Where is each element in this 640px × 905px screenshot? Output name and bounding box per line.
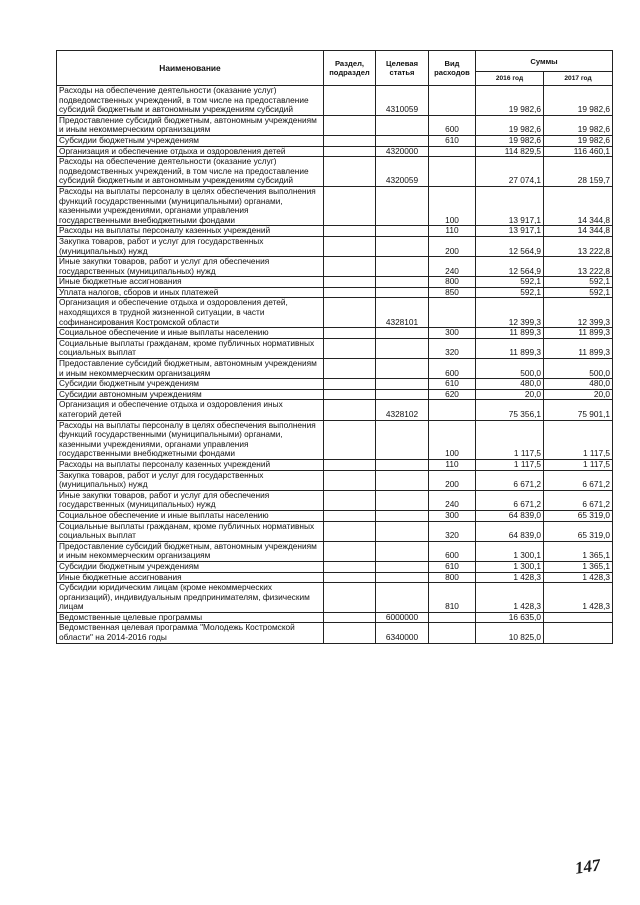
row-name-cell: Иные бюджетные ассигнования [57, 572, 324, 583]
row-kind-cell: 610 [429, 135, 476, 146]
row-target-cell [376, 572, 429, 583]
row-name-cell: Социальные выплаты гражданам, кроме публичных нормативных социальных выплат [57, 338, 324, 358]
row-target-cell [376, 470, 429, 490]
row-name-cell: Организация и обеспечение отдыха и оздоровления детей, находящихся в трудной жизненной ситуации, в части софинансирования Костромской области [57, 298, 324, 328]
row-2017-cell: 11 899,3 [544, 328, 613, 339]
row-target-cell [376, 277, 429, 288]
row-2016-cell: 19 982,6 [476, 86, 544, 116]
budget-table-sheet [56, 50, 612, 644]
row-name-cell: Уплата налогов, сборов и иных платежей [57, 287, 324, 298]
row-2016-cell: 1 428,3 [476, 572, 544, 583]
row-name-cell: Субсидии бюджетным учреждениям [57, 561, 324, 572]
row-name-cell: Ведомственные целевые программы [57, 612, 324, 623]
table-row [57, 115, 613, 135]
handwritten-page-number: 147 [573, 855, 602, 878]
row-2016-cell: 20,0 [476, 389, 544, 400]
row-2016-cell: 64 839,0 [476, 510, 544, 521]
row-section-cell [324, 338, 376, 358]
header-target: Целевая статья [376, 51, 429, 86]
row-2016-cell: 75 356,1 [476, 400, 544, 420]
row-kind-cell [429, 146, 476, 157]
row-section-cell [324, 510, 376, 521]
header-section: Раздел, подраздел [324, 51, 376, 86]
row-target-cell [376, 490, 429, 510]
table-row [57, 583, 613, 613]
table-row [57, 400, 613, 420]
row-2017-cell: 13 222,8 [544, 257, 613, 277]
row-kind-cell [429, 86, 476, 116]
row-section-cell [324, 115, 376, 135]
row-2016-cell: 12 564,9 [476, 257, 544, 277]
row-2017-cell: 480,0 [544, 379, 613, 390]
table-row [57, 359, 613, 379]
row-2016-cell: 13 917,1 [476, 226, 544, 237]
row-target-cell [376, 379, 429, 390]
row-target-cell: 6340000 [376, 623, 429, 643]
row-kind-cell: 300 [429, 328, 476, 339]
row-section-cell [324, 86, 376, 116]
row-target-cell [376, 287, 429, 298]
row-2017-cell: 12 399,3 [544, 298, 613, 328]
row-2017-cell: 65 319,0 [544, 510, 613, 521]
row-target-cell [376, 226, 429, 237]
row-2017-cell: 11 899,3 [544, 338, 613, 358]
table-row [57, 510, 613, 521]
header-name: Наименование [57, 51, 324, 86]
row-target-cell [376, 328, 429, 339]
row-2017-cell: 19 982,6 [544, 115, 613, 135]
row-section-cell [324, 277, 376, 288]
row-kind-cell: 610 [429, 379, 476, 390]
table-row [57, 379, 613, 390]
row-section-cell [324, 541, 376, 561]
row-section-cell [324, 389, 376, 400]
table-row [57, 86, 613, 116]
table-row [57, 298, 613, 328]
row-kind-cell: 800 [429, 277, 476, 288]
row-2017-cell [544, 612, 613, 623]
row-kind-cell: 100 [429, 420, 476, 459]
table-row [57, 135, 613, 146]
table-row [57, 287, 613, 298]
row-kind-cell: 600 [429, 115, 476, 135]
row-kind-cell: 110 [429, 226, 476, 237]
row-2017-cell: 1 117,5 [544, 459, 613, 470]
row-section-cell [324, 612, 376, 623]
row-name-cell: Расходы на выплаты персоналу казенных учреждений [57, 226, 324, 237]
row-2016-cell: 19 982,6 [476, 115, 544, 135]
row-section-cell [324, 186, 376, 225]
header-sums: Суммы [476, 51, 613, 72]
table-row [57, 612, 613, 623]
row-2016-cell: 1 117,5 [476, 459, 544, 470]
row-target-cell: 4328101 [376, 298, 429, 328]
row-2017-cell: 1 428,3 [544, 572, 613, 583]
row-2016-cell: 114 829,5 [476, 146, 544, 157]
row-section-cell [324, 561, 376, 572]
row-kind-cell: 240 [429, 490, 476, 510]
row-2016-cell: 12 564,9 [476, 236, 544, 256]
row-name-cell: Ведомственная целевая программа "Молодежь Костромской области" на 2014-2016 годы [57, 623, 324, 643]
header-kind: Вид расходов [429, 51, 476, 86]
row-2016-cell: 592,1 [476, 277, 544, 288]
row-name-cell: Социальное обеспечение и иные выплаты населению [57, 510, 324, 521]
row-2017-cell: 65 319,0 [544, 521, 613, 541]
row-2016-cell: 27 074,1 [476, 157, 544, 187]
row-section-cell [324, 359, 376, 379]
row-2016-cell: 16 635,0 [476, 612, 544, 623]
table-row [57, 226, 613, 237]
row-kind-cell [429, 623, 476, 643]
table-row [57, 490, 613, 510]
row-2017-cell: 592,1 [544, 277, 613, 288]
row-section-cell [324, 521, 376, 541]
row-target-cell [376, 359, 429, 379]
table-row [57, 521, 613, 541]
row-name-cell: Иные закупки товаров, работ и услуг для обеспечения государственных (муниципальных) нужд [57, 490, 324, 510]
row-section-cell [324, 400, 376, 420]
row-name-cell: Предоставление субсидий бюджетным, автономным учреждениям и иным некоммерческим организациям [57, 115, 324, 135]
row-name-cell: Субсидии автономным учреждениям [57, 389, 324, 400]
row-name-cell: Организация и обеспечение отдыха и оздоровления детей [57, 146, 324, 157]
row-section-cell [324, 236, 376, 256]
row-2016-cell: 64 839,0 [476, 521, 544, 541]
row-2017-cell [544, 623, 613, 643]
row-2017-cell: 1 117,5 [544, 420, 613, 459]
row-2017-cell: 14 344,8 [544, 226, 613, 237]
row-section-cell [324, 490, 376, 510]
row-name-cell: Закупка товаров, работ и услуг для государственных (муниципальных) нужд [57, 236, 324, 256]
table-row [57, 561, 613, 572]
row-section-cell [324, 459, 376, 470]
row-name-cell: Иные бюджетные ассигнования [57, 277, 324, 288]
row-target-cell [376, 115, 429, 135]
row-2016-cell: 10 825,0 [476, 623, 544, 643]
row-2017-cell: 1 428,3 [544, 583, 613, 613]
row-2017-cell: 1 365,1 [544, 561, 613, 572]
row-2017-cell: 6 671,2 [544, 470, 613, 490]
row-section-cell [324, 583, 376, 613]
row-target-cell [376, 186, 429, 225]
row-2016-cell: 480,0 [476, 379, 544, 390]
row-name-cell: Расходы на обеспечение деятельности (оказание услуг) подведомственных учреждений, в том числе на предоставление субсидий бюджетным и автономным учреждениям субсидий [57, 157, 324, 187]
row-2016-cell: 19 982,6 [476, 135, 544, 146]
header-year-2016: 2016 год [476, 72, 544, 86]
row-section-cell [324, 287, 376, 298]
table-row [57, 328, 613, 339]
row-2016-cell: 1 300,1 [476, 561, 544, 572]
row-2017-cell: 19 982,6 [544, 86, 613, 116]
row-2017-cell: 116 460,1 [544, 146, 613, 157]
row-name-cell: Социальное обеспечение и иные выплаты населению [57, 328, 324, 339]
row-section-cell [324, 379, 376, 390]
row-2017-cell: 14 344,8 [544, 186, 613, 225]
row-2017-cell: 20,0 [544, 389, 613, 400]
row-kind-cell: 300 [429, 510, 476, 521]
row-target-cell [376, 135, 429, 146]
table-row [57, 389, 613, 400]
row-2017-cell: 6 671,2 [544, 490, 613, 510]
table-row [57, 541, 613, 561]
row-2016-cell: 1 428,3 [476, 583, 544, 613]
row-2017-cell: 592,1 [544, 287, 613, 298]
table-row [57, 236, 613, 256]
row-name-cell: Предоставление субсидий бюджетным, автономным учреждениям и иным некоммерческим организациям [57, 541, 324, 561]
table-row [57, 338, 613, 358]
row-kind-cell: 200 [429, 470, 476, 490]
row-kind-cell: 100 [429, 186, 476, 225]
row-kind-cell: 320 [429, 521, 476, 541]
row-2016-cell: 11 899,3 [476, 328, 544, 339]
row-section-cell [324, 470, 376, 490]
row-kind-cell [429, 400, 476, 420]
row-target-cell [376, 541, 429, 561]
row-2017-cell: 13 222,8 [544, 236, 613, 256]
row-section-cell [324, 623, 376, 643]
row-kind-cell: 110 [429, 459, 476, 470]
row-section-cell [324, 226, 376, 237]
table-row [57, 459, 613, 470]
row-name-cell: Закупка товаров, работ и услуг для государственных (муниципальных) нужд [57, 470, 324, 490]
row-section-cell [324, 146, 376, 157]
row-kind-cell: 800 [429, 572, 476, 583]
row-2017-cell: 75 901,1 [544, 400, 613, 420]
row-name-cell: Субсидии юридическим лицам (кроме некоммерческих организаций), индивидуальным предпринимателям, физическим лицам [57, 583, 324, 613]
row-target-cell: 6000000 [376, 612, 429, 623]
table-row [57, 186, 613, 225]
header-year-2017: 2017 год [544, 72, 613, 86]
row-2016-cell: 13 917,1 [476, 186, 544, 225]
row-kind-cell: 810 [429, 583, 476, 613]
row-2016-cell: 500,0 [476, 359, 544, 379]
row-kind-cell: 850 [429, 287, 476, 298]
row-target-cell [376, 510, 429, 521]
row-target-cell: 4320000 [376, 146, 429, 157]
row-2016-cell: 11 899,3 [476, 338, 544, 358]
table-row [57, 277, 613, 288]
row-name-cell: Расходы на выплаты персоналу в целях обеспечения выполнения функций государственными (муниципальными) органами, казенными учреждениями, органами управления государственными внебюджетными фондами [57, 186, 324, 225]
row-kind-cell: 610 [429, 561, 476, 572]
table-row [57, 257, 613, 277]
row-2017-cell: 28 159,7 [544, 157, 613, 187]
row-kind-cell: 600 [429, 359, 476, 379]
row-target-cell [376, 257, 429, 277]
row-section-cell [324, 298, 376, 328]
row-name-cell: Расходы на выплаты персоналу казенных учреждений [57, 459, 324, 470]
row-target-cell: 4320059 [376, 157, 429, 187]
row-target-cell [376, 420, 429, 459]
row-section-cell [324, 157, 376, 187]
table-row [57, 470, 613, 490]
table-row [57, 157, 613, 187]
row-name-cell: Организация и обеспечение отдыха и оздоровления иных категорий детей [57, 400, 324, 420]
row-2016-cell: 6 671,2 [476, 470, 544, 490]
row-section-cell [324, 420, 376, 459]
row-name-cell: Субсидии бюджетным учреждениям [57, 135, 324, 146]
row-target-cell: 4328102 [376, 400, 429, 420]
row-2016-cell: 6 671,2 [476, 490, 544, 510]
row-target-cell [376, 561, 429, 572]
row-2016-cell: 1 117,5 [476, 420, 544, 459]
row-kind-cell: 620 [429, 389, 476, 400]
table-row [57, 572, 613, 583]
table-body [57, 86, 613, 644]
row-section-cell [324, 257, 376, 277]
row-kind-cell: 240 [429, 257, 476, 277]
row-target-cell [376, 459, 429, 470]
row-name-cell: Социальные выплаты гражданам, кроме публичных нормативных социальных выплат [57, 521, 324, 541]
row-2017-cell: 1 365,1 [544, 541, 613, 561]
row-kind-cell [429, 298, 476, 328]
table-row [57, 623, 613, 643]
row-kind-cell: 200 [429, 236, 476, 256]
row-section-cell [324, 572, 376, 583]
row-name-cell: Предоставление субсидий бюджетным, автономным учреждениям и иным некоммерческим организациям [57, 359, 324, 379]
row-kind-cell: 320 [429, 338, 476, 358]
row-target-cell [376, 389, 429, 400]
row-kind-cell [429, 612, 476, 623]
row-target-cell: 4310059 [376, 86, 429, 116]
table-row [57, 420, 613, 459]
row-2016-cell: 1 300,1 [476, 541, 544, 561]
budget-table [56, 50, 613, 644]
row-2017-cell: 500,0 [544, 359, 613, 379]
row-name-cell: Расходы на выплаты персоналу в целях обеспечения выполнения функций государственными (муниципальными) органами, казенными учреждениями, органами управления государственными внебюджетными фондами [57, 420, 324, 459]
row-name-cell: Субсидии бюджетным учреждениям [57, 379, 324, 390]
row-name-cell: Иные закупки товаров, работ и услуг для обеспечения государственных (муниципальных) нужд [57, 257, 324, 277]
row-2017-cell: 19 982,6 [544, 135, 613, 146]
row-2016-cell: 12 399,3 [476, 298, 544, 328]
row-target-cell [376, 521, 429, 541]
row-kind-cell: 600 [429, 541, 476, 561]
table-row [57, 146, 613, 157]
row-section-cell [324, 135, 376, 146]
row-target-cell [376, 338, 429, 358]
row-section-cell [324, 328, 376, 339]
row-name-cell: Расходы на обеспечение деятельности (оказание услуг) подведомственных учреждений, в том числе на предоставление субсидий бюджетным и автономным учреждениям субсидий [57, 86, 324, 116]
row-kind-cell [429, 157, 476, 187]
row-2016-cell: 592,1 [476, 287, 544, 298]
row-target-cell [376, 583, 429, 613]
row-target-cell [376, 236, 429, 256]
